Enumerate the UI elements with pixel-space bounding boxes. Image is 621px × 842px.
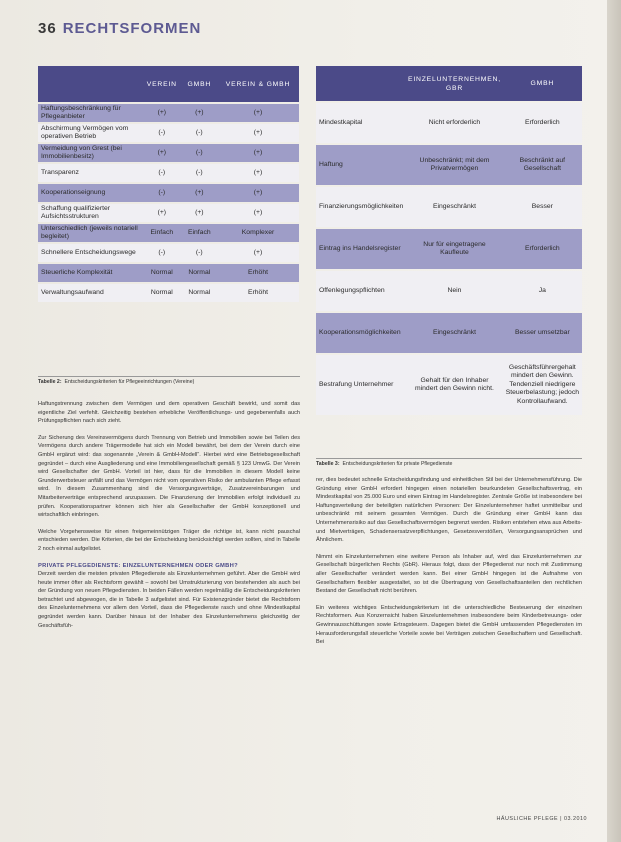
- row-label: Bestrafung Unternehmer: [316, 355, 406, 415]
- cell-value: (+): [217, 104, 299, 122]
- table1-row: [38, 144, 299, 162]
- cell-value: Geschäftsführergehalt mindert den Gewinn. Tendenziell niedrigere Steuerbelastung; jedoch Kontrollaufwand.: [503, 355, 582, 415]
- row-label: Mindestkapital: [316, 103, 406, 143]
- table2-row: [316, 187, 582, 227]
- table2-row: [316, 355, 582, 415]
- cell-value: Normal: [142, 284, 182, 302]
- table1-header-cell: GMBH: [182, 66, 217, 102]
- cell-value: Gehalt für den Inhaber mindert den Gewinn nicht.: [406, 355, 502, 415]
- table2-header-cell: GMBH: [503, 66, 582, 101]
- table1-row: [38, 204, 299, 222]
- body-paragraph: rer, dies bedeutet schnelle Entscheidungsfindung und einheitlichen Stil bei der Unternehmensführung. Die Gründung einer GmbH erfordert hingegen einen notariellen beurkundeten Gesellschaftsvertrag, ein Mindestkapital von 25.000 Euro und einen Eintrag im Handelsregister. Zentrale Größe ist insbesondere bei Haftungsverteilung der beteiligten natürlichen Personen: Der Einzelunternehmer haftet unmittelbar und unbeschränkt mit seinem gesamten Vermögen. Durch die Gründung einer GmbH kann das Unternehmensrisiko auf das Gesellschaftsvermögen begrenzt werden. Risiken entstehen etwa aus Arbeits- und Mietverträgen, Schadensersatzverpflichtungen, Gesetzesverstößen, Versorgungsansprüchen und Ähnlichem.: [316, 477, 582, 544]
- cell-value: (-): [142, 244, 182, 262]
- cell-value: (+): [217, 124, 299, 142]
- table2-caption-text: Entscheidungskriterien für private Pflegedienste: [342, 461, 453, 467]
- table1-caption-label: Tabelle 2:: [38, 379, 62, 385]
- cell-value: Einfach: [182, 224, 217, 242]
- table1-row: [38, 284, 299, 302]
- row-label: Verwaltungsaufwand: [38, 284, 142, 302]
- table1-header-cell: VEREIN: [142, 66, 182, 102]
- cell-value: Normal: [182, 264, 217, 282]
- table1-row: [38, 224, 299, 242]
- cell-value: (+): [182, 184, 217, 202]
- body-paragraph: Derzeit werden die meisten privaten Pflegedienste als Einzelunternehmen geführt. Aber die GmbH wird heute immer öfter als Rechtsform gewählt – sowohl bei Umstrukturierung von bestehenden als auch bei der Gründung von neuen Pflegediensten. In beiden Fällen werden regelmäßig die Entscheidungskriterien betrachtet und abgewogen, die in Tabelle 3 aufgelistet sind. Für Existenzgründer bietet die Rechtsform des Einzelunternehmens vor allem den Vorteil, dass die Pflegedienste rasch und ohne Mindestkapital gegründet werden kann. Darüber hinaus ist der Inhaber des Einzelunternehmens gleichzeitig der Geschäftsfüh-: [38, 571, 300, 629]
- cell-value: (-): [142, 184, 182, 202]
- table1-row: [38, 124, 299, 142]
- cell-value: Nicht erforderlich: [406, 103, 502, 143]
- page-gutter: [607, 0, 621, 842]
- page-footer: HÄUSLICHE PFLEGE | 03.2010: [496, 816, 587, 822]
- page-header: [38, 20, 201, 37]
- body-paragraph: Nimmt ein Einzelunternehmen eine weitere Person als Inhaber auf, wird das Einzelunternehmen zur Gesellschaft bürgerlichen Rechts (GbR). Hieraus folgt, dass der Pflegedienst nur noch mit Zustimmung aller Gesellschafter verändert werden kann. Bei einer GmbH hingegen ist die Aufnahme von Gesellschaftern flexibler ausgestaltet, so ist die Übertragung von Gesellschaftsanteilen den rechtlichen Bestand der Gesellschaft nicht berühren.: [316, 553, 582, 595]
- row-label: Eintrag ins Handelsregister: [316, 229, 406, 269]
- table2-row: [316, 229, 582, 269]
- cell-value: (+): [217, 164, 299, 182]
- cell-value: (-): [182, 144, 217, 162]
- body-paragraph: Welche Vorgehensweise für einen freigemeinnützigen Träger die richtige ist, kann nicht pauschal entschieden werden. Die Kriterien, die bei der Entscheidung berücksichtigt werden sollten, sind in Tabelle 2 noch einmal aufgelistet.: [38, 528, 300, 552]
- row-label: Schnellere Entscheidungswege: [38, 244, 142, 262]
- cell-value: Normal: [182, 284, 217, 302]
- table2-header-cell: [316, 66, 406, 101]
- row-label: Schaffung qualifizierter Aufsichtsstrukturen: [38, 204, 142, 222]
- right-text-column: [316, 476, 582, 655]
- row-label: Offenlegungspflichten: [316, 271, 406, 311]
- cell-value: (+): [217, 204, 299, 222]
- table2-header-cell: EINZELUNTERNEHMEN, GBR: [406, 66, 502, 101]
- row-label: Haftungsbeschränkung für Pflegeanbieter: [38, 104, 142, 122]
- row-label: Haftung: [316, 145, 406, 185]
- cell-value: Erhöht: [217, 264, 299, 282]
- cell-value: Komplexer: [217, 224, 299, 242]
- table2-caption: [316, 458, 582, 467]
- cell-value: Nein: [406, 271, 502, 311]
- table-einzelunternehmen-gmbh: [316, 64, 582, 417]
- row-label: Transparenz: [38, 164, 142, 182]
- table2-header-row: [316, 66, 582, 101]
- page-number: 36: [38, 20, 57, 37]
- row-label: Abschirmung Vermögen vom operativen Betrieb: [38, 124, 142, 142]
- body-paragraph: Ein weiteres wichtiges Entscheidungskriterium ist die unterschiedliche Besteuerung der einzelnen Rechtsformen. Aus Konzernsicht haben Einzelunternehmen insbesondere beim Kinderbetreuungs- oder Gewinnausschüttungen sowie Ertragsteuern. Dagegen bietet die GmbH umfassenden Pflegediensten im Herausforderungsfall steuerliche Vorteile sowie bei Verträgen zwischen Gesellschaftern und Gesellschaft. Bei: [316, 604, 582, 646]
- cell-value: Normal: [142, 264, 182, 282]
- cell-value: (+): [182, 204, 217, 222]
- body-paragraph: Haftungstrennung zwischen dem Vermögen und dem operativen Geschäft bewirkt, und somit das eigentliche Ziel verfehlt. Gleichzeitig bestehen erhebliche Veröffentlichungs- und gegebenenfalls auch Prüfungspflichten nach sich zieht.: [38, 401, 300, 425]
- table-verein-gmbh: [38, 64, 299, 304]
- cell-value: (+): [217, 184, 299, 202]
- row-label: Finanzierungsmöglichkeiten: [316, 187, 406, 227]
- table2-row: [316, 103, 582, 143]
- cell-value: Nur für eingetragene Kaufleute: [406, 229, 502, 269]
- cell-value: Besser: [503, 187, 582, 227]
- cell-value: (-): [182, 124, 217, 142]
- row-label: Kooperationseignung: [38, 184, 142, 202]
- left-text-column: [38, 400, 300, 638]
- body-paragraph: Zur Sicherung des Vereinsvermögens durch Trennung von Betrieb und Immobilien sowie bei Teilen des Vermögens durch andere Trägermodelle hat sich ein Modell bewährt, bei dem der Verein durch eine GmbH ergänzt wird: das sogenannte „Verein & GmbH-Modell“. Hierbei wird eine Betriebsgesellschaft gegründet – durch eine Ausgliederung und eine Immobiliengesellschaft gemäß § 123 UmwG. Der Verein wird Gesellschafter der GmbH. Vorteil ist hier, dass für die Immobilien in diesem Modell keine Grunderwerbsteuer anfällt und das Vermögen nicht vom operativen Risiko der ambulanten Pflege erfasst wird. In diesem Zusammenhang sind die Versorgungsverträge, Zusatzvereinbarungen und Mitarbeiterverträge entsprechend anzupassen. Die Finanzierung der Immobilien erfolgt individuell zu prüfen. Kooperationspartner können sich hier als Gesellschafter der GmbH konzeptionell und wirtschaftlich einbringen.: [38, 434, 300, 519]
- cell-value: (-): [142, 164, 182, 182]
- table1-row: [38, 104, 299, 122]
- table2-row: [316, 313, 582, 353]
- cell-value: Erhöht: [217, 284, 299, 302]
- cell-value: Einfach: [142, 224, 182, 242]
- cell-value: Erforderlich: [503, 103, 582, 143]
- table2-row: [316, 271, 582, 311]
- row-label: Kooperationsmöglichkeiten: [316, 313, 406, 353]
- cell-value: (+): [182, 104, 217, 122]
- row-label: Steuerliche Komplexität: [38, 264, 142, 282]
- cell-value: (+): [142, 104, 182, 122]
- table1-row: [38, 264, 299, 282]
- table1-row: [38, 164, 299, 182]
- section-title: RECHTSFORMEN: [62, 20, 202, 37]
- subheading: PRIVATE PFLEGEDIENSTE: EINZELUNTERNEHMEN ODER GMBH?: [38, 562, 238, 569]
- cell-value: (+): [142, 204, 182, 222]
- cell-value: Beschränkt auf Gesellschaft: [503, 145, 582, 185]
- table1-row: [38, 244, 299, 262]
- cell-value: Eingeschränkt: [406, 187, 502, 227]
- table1-row: [38, 184, 299, 202]
- table1-header-cell: [38, 66, 142, 102]
- cell-value: (+): [217, 244, 299, 262]
- cell-value: (-): [182, 244, 217, 262]
- cell-value: (+): [217, 144, 299, 162]
- row-label: Vermeidung von Grest (bei Immobilienbesitz): [38, 144, 142, 162]
- cell-value: (+): [142, 144, 182, 162]
- cell-value: (-): [182, 164, 217, 182]
- cell-value: Ja: [503, 271, 582, 311]
- table2-row: [316, 145, 582, 185]
- cell-value: Eingeschränkt: [406, 313, 502, 353]
- table1-header-cell: VEREIN & GMBH: [217, 66, 299, 102]
- cell-value: Erforderlich: [503, 229, 582, 269]
- cell-value: (-): [142, 124, 182, 142]
- table1-caption-text: Entscheidungskriterien für Pflegeeinrichtungen (Vereine): [64, 379, 195, 385]
- table2-caption-label: Tabelle 3:: [316, 461, 340, 467]
- cell-value: Unbeschränkt; mit dem Privatvermögen: [406, 145, 502, 185]
- cell-value: Besser umsetzbar: [503, 313, 582, 353]
- table1-header-row: [38, 66, 299, 102]
- table1-caption: [38, 376, 300, 385]
- row-label: Unterschiedlich (jeweils notariell begleitet): [38, 224, 142, 242]
